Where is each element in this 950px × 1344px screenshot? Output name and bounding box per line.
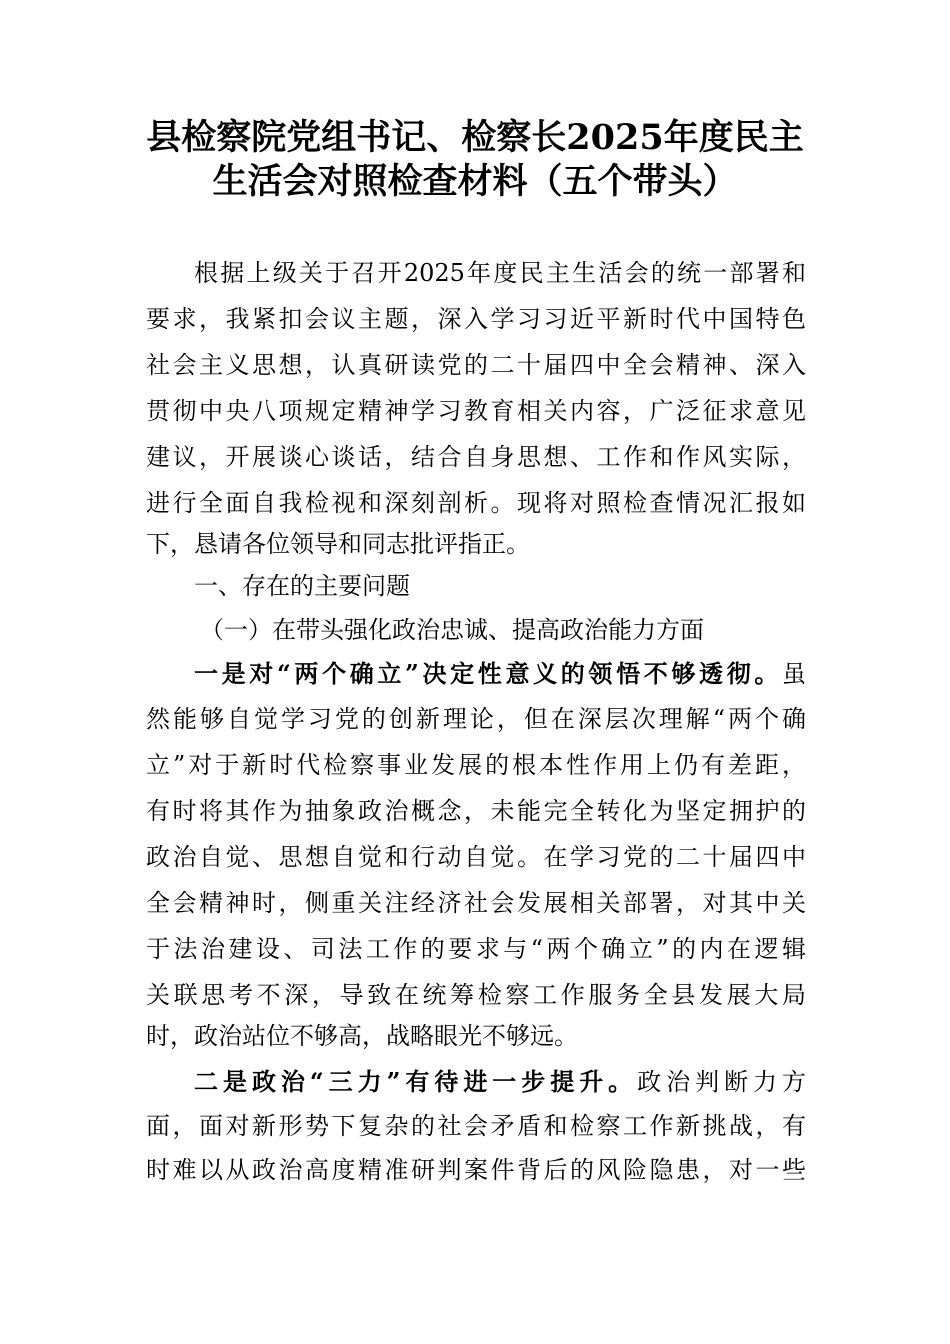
point1-line-8: 关联思考不深，导致在统筹检察工作服务全县发展大局 — [146, 981, 806, 1009]
point1-line-6: 全会精神时，侧重关注经济社会发展相关部署，对其中关 — [146, 889, 806, 917]
point2-line-2: 面，面对新形势下复杂的社会矛盾和检察工作新挑战，有 — [146, 1112, 806, 1140]
intro-line-5: 建议，开展谈心谈话，结合自身思想、工作和作风实际， — [146, 443, 806, 471]
point1-line-7: 于法治建设、司法工作的要求与“两个确立”的内在逻辑 — [146, 935, 806, 963]
point1-line-3: 立”对于新时代检察事业发展的根本性作用上仍有差距， — [146, 751, 806, 779]
point1-lead: 一是对“两个确立”决定性意义的领悟不够透彻。 — [194, 659, 782, 688]
intro-line-3: 社会主义思想，认真研读党的二十届四中全会精神、深入 — [146, 351, 806, 379]
point2-first-line — [194, 1066, 806, 1098]
point1-line-5: 政治自觉、思想自觉和行动自觉。在学习党的二十届四中 — [146, 843, 806, 871]
section-heading: 一、存在的主要问题 — [194, 572, 410, 600]
point2-first-line-rest: 政治判断力方 — [637, 1068, 807, 1096]
point1-line-2: 然能够自觉学习党的创新理论，但在深层次理解“两个确 — [146, 705, 806, 733]
intro-line-2: 要求，我紧扣会议主题，深入学习习近平新时代中国特色 — [146, 305, 806, 333]
intro-line-6: 进行全面自我检视和深刻剖析。现将对照检查情况汇报如 — [146, 489, 806, 517]
point2-line-3: 时难以从政治高度精准研判案件背后的风险隐患，对一些 — [146, 1156, 806, 1184]
document-title-line-2: 生活会对照检查材料（五个带头） — [212, 161, 738, 202]
point1-first-line-rest: 虽 — [782, 660, 806, 688]
point2-lead: 二是政治“三力”有待进一步提升。 — [194, 1067, 638, 1096]
intro-line-4: 贯彻中央八项规定精神学习教育相关内容，广泛征求意见 — [146, 397, 806, 425]
intro-line-1: 根据上级关于召开2025年度民主生活会的统一部署和 — [194, 259, 806, 287]
intro-line-7: 下，恳请各位领导和同志批评指正。 — [146, 530, 530, 558]
document-title-line-1: 县检察院党组书记、检察长2025年度民主 — [146, 117, 804, 158]
point1-line-9: 时，政治站位不够高，战略眼光不够远。 — [146, 1022, 578, 1050]
point1-line-4: 有时将其作为抽象政治概念，未能完全转化为坚定拥护的 — [146, 797, 806, 825]
point1-first-line — [194, 658, 806, 690]
subsection-heading: （一）在带头强化政治忠诚、提高政治能力方面 — [200, 616, 704, 644]
